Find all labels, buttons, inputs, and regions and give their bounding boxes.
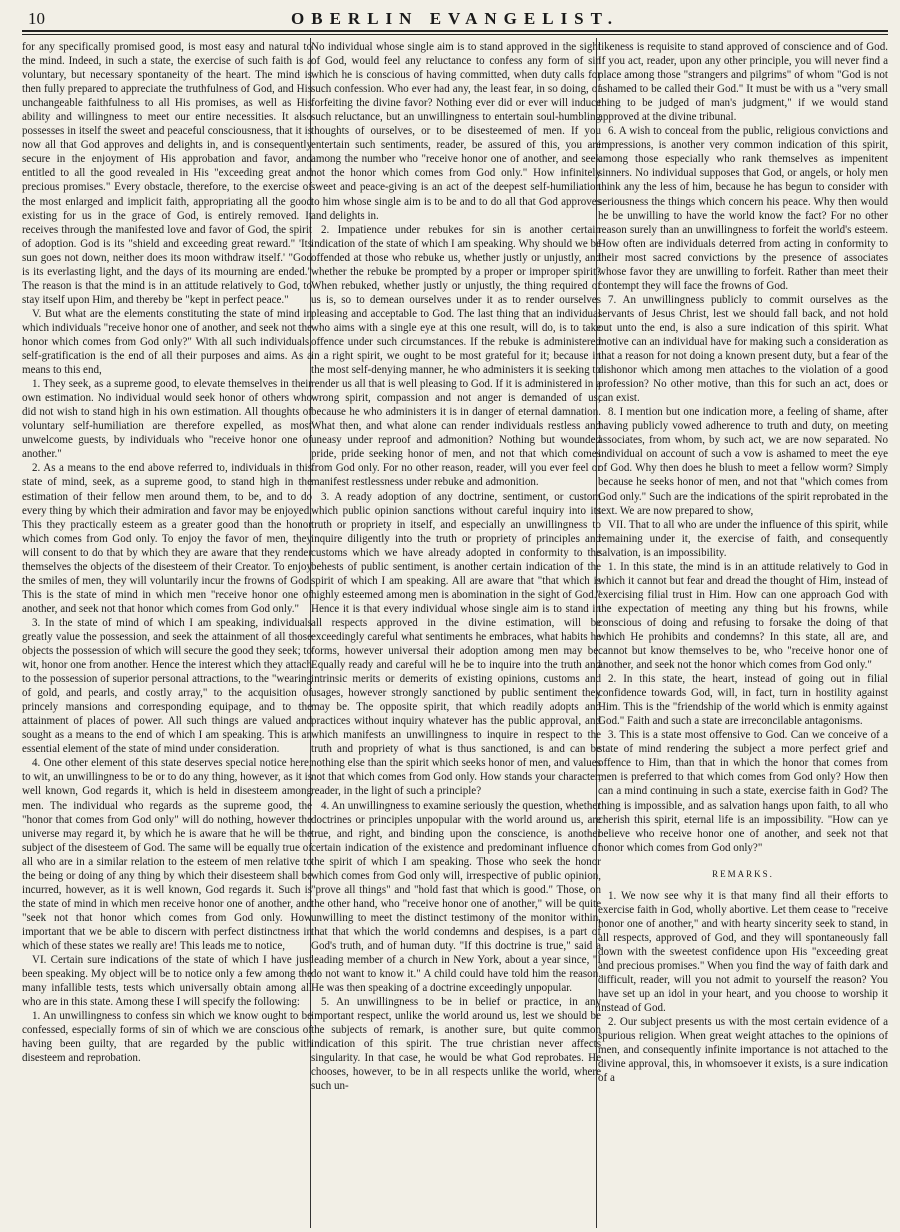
paragraph: VI. Certain sure indications of the state of which I have just been speaking. My object will be to notice only a few among the many infallible tests, tests which universally obtain among all who are in this state. Among these I will specify the following: [22, 954, 312, 1009]
page-number: 10 [28, 9, 45, 28]
remark-paragraph: 1. We now see why it is that many find all their efforts to exercise faith in God, wholly abortive. Let them cease to "receive honor one of another," and with hearty sincerity seek to stand, in all respects, approved of God, and they will spontaneously fall down with the sweetest confidence upon His "exceeding great and precious promises." When you find the way of faith dark and difficult, reader, will you not admit to yourself the reason? You have set up an idol in your heart, and you choose to worship it instead of God. [598, 889, 888, 1015]
paragraph: likeness is requisite to stand approved of conscience and of God. If you act, reader, upon any other principle, you will never find a place among those "strangers and pilgrims" of whom "God is not ashamed to be called their God." It must be with us a "very small thing to be judged of man's judgment," if we would stand approved at the divine tribunal. [598, 41, 888, 124]
header-rule-thin [22, 34, 888, 35]
paragraph: 5. An unwillingness to be in belief or practice, in any important respect, unlike the world around us, lest we should be the subjects of remark, is another sure, but quite common indication of this spirit. The true christian never affects singularity. In that case, he would be what God reprobates. He chooses, however, to be in all respects unlike the world, where such un- [311, 996, 601, 1093]
paragraph: 3. A ready adoption of any doctrine, sentiment, or custom which public opinion sanctions without careful inquiry into its truth or propriety in itself, and especially an unwillingness to inquire diligently into the truth or propriety of principles and customs which we have already adopted in conformity to the behests of public sentiment, is another certain indication of the spirit of which I am speaking. All are aware that "that which is highly esteemed among men is abomination in the sight of God." Hence it is that every individual whose single aim is to stand in all respects approved in the divine estimation, will be exceedingly careful what sentiments he embraces, what habits he forms, however universal their adoption among men may be. Equally ready and careful will he be to inquire into the truth and intrinsic merits or demerits of existing opinions, customs and usages, however strongly sanctioned by public sentiment they may be. The opposite spirit, that which readily adopts and practices without inquiry whatever has the public approval, and which manifests an unwillingness to inquire in respect to the truth and propriety of what is thus sanctioned, is and can be nothing else than the spirit which seeks honor of men, and values not that which comes from God only. How stands your character, reader, in the light of such a principle? [311, 490, 601, 798]
paragraph: 3. This is a state most offensive to God. Can we conceive of a state of mind rendering the subject a more perfect grief and offence to Him, than that in which the honor that comes from men is preferred to that which comes from God only? How then can a mind continuing in such a state, exercise faith in God? The thing is impossible, and as salvation hangs upon faith, to all who cherish this spirit, eternal life is an impossibility. "How can ye believe who receive honor one of another, and seek not that honor which comes from God only?" [598, 729, 888, 854]
paragraph: 1. They seek, as a supreme good, to elevate themselves in their own estimation. No individual would seek honor of others who did not wish to stand high in his own estimation. All thoughts of voluntary self-humiliation are therefore expelled, as most unwelcome guests, by individuals who "receive honor one of another." [22, 378, 312, 461]
column-3 [598, 40, 888, 1228]
paragraph: 4. An unwillingness to examine seriously the question, whether doctrines or principles unpopular with the world around us, are true, and right, and binding upon the conscience, is another certain indication of the existence and predominant influence of the spirit of which I am speaking. Those who seek the honor which comes from God only will, irrespective of public opinion, "prove all things" and "hold fast that which is good." Those, on the other hand, who "receive honor one of another," will be quite unwilling to meet the distinct testimony of the monitor within, that that which the world condemns and despises, is a part of God's truth, and of human duty. "If this doctrine is true," said a leading member of a church in New York, about a year since, "I do not want to know it." A child could have told him the reason. He was then speaking of a doctrine exceedingly unpopular. [311, 799, 601, 995]
paragraph: 8. I mention but one indication more, a feeling of shame, after having publicly vowed adherence to truth and duty, on meeting associates, from whom, by such act, we are now separated. No individual on account of such a vow is ashamed to meet the eye of God. Why then does he blush to meet a fellow worm? Simply because he seeks honor of men, and not that "which comes from God only." Such are the indications of the spirit reprobated in the text. We are now prepared to show, [598, 406, 888, 517]
paragraph: 3. In the state of mind of which I am speaking, individuals greatly value the possession, and seek the attainment of all those objects the possession of which will secure the good they seek; to wit, honor one from another. Hence the interest which they attach to the possession of superior personal attractions, to the "wearing of gold, and pearls, and costly array," to the acquisition of princely mansions and corresponding equipage, and to the attainment of places of power. All such things are valued and sought as a means to the end of which I am speaking. This is an essential element of the state of mind under consideration. [22, 616, 312, 756]
header-rule-thick [22, 30, 888, 32]
paragraph: 2. Impatience under rebukes for sin is another certain indication of the state of which I am speaking. Why should we be offended at those who rebuke us, whether justly or unjustly, and whether the rebuke be prompted by a proper or improper spirit? When rebuked, whether justly or unjustly, the thing required of us is, so to demean ourselves under it as to render ourselves pleasing and acceptable to God. The last thing that an individual who aims with a single eye at this one result, will do, is to take offence under such circumstances. If the rebuke is administered in a right spirit, we ought to be most grateful for it; because in the most self-denying manner, he who administers it is seeking to render us all that is well pleasing to God. If it is administered in a wrong spirit, compassion and not anger is demanded of us; because he who administers it is in danger of eternal damnation. What then, and what alone can render individuals restless and uneasy under reproof and admonition? Nothing but wounded pride, pride seeking honor of men, and not that which comes from God only. For no other reason, reader, will you ever feel or manifest restlessness under rebuke and admonition. [311, 223, 601, 489]
paragraph: VII. That to all who are under the influence of this spirit, while remaining under it, the exercise of faith, and consequently salvation, is an impossibility. [598, 518, 888, 559]
column-2 [311, 40, 601, 1228]
paragraph: V. But what are the elements constituting the state of mind in which individuals "receive honor one of another, and seek not the honor which comes from God only?" With all such individuals, self-gratification is the end of all their purposes and aims. As a means to this end, [22, 307, 312, 377]
column-1 [22, 40, 312, 1228]
paragraph: 6. A wish to conceal from the public, religious convictions and impressions, is another very common indication of this spirit, among those especially who rank themselves as impenitent sinners. No individual supposes that God, or angels, or holy men think any the less of him, because he has begun to consider with seriousness the things which concern his peace. Why then would he be unwilling to have the world know the fact? For no other reason surely than an unwillingness to forfeit the world's esteem. How often are individuals deterred from acting in conformity to their most sacred convictions by the presence of associates whose favor they are unwilling to forfeit. Rather than meet their contempt they will face the frowns of God. [598, 125, 888, 292]
paragraph: for any specifically promised good, is most easy and natural to the mind. Indeed, in such a state, the exercise of such faith is a voluntary, but necessary spontaneity of the heart. The mind is then fully prepared to appreciate the truthfulness of God, and His unchangeable faithfulness to all His promises, as well as His ability and willingness to meet our entire necessities. It also possesses in itself the sweet and peaceful consciousness, that it is now all that God approves and delights in, and is consequently secure in the enjoyment of His approbation and favor, and entitled to all the good revealed in His "exceeding great and precious promises." Every obstacle, therefore, to the exercise of the most enlarged and implicit faith, appropriating all the good existing for us in the grace of God, is entirely removed. It receives through the manifested love and favor of God, the spirit of adoption. God is its "shield and exceeding great reward." 'Its sun goes not down, neither does its moon withdraw itself.' "God is its everlasting light, and the days of its mourning are ended." The reason is that the mind is in an attitude relatively to God, to stay itself upon Him, and thereby be "kept in perfect peace." [22, 41, 312, 306]
paragraph: No individual whose single aim is to stand approved in the sight of God, would feel any reluctance to confess any form of sin which he is conscious of having committed, when duty calls for such confession. Who ever had any, the least fear, in so doing, of forfeiting the divine favor? Nothing ever did or ever will induce such reluctance, but an unwillingness to entertain soul-humbling thoughts of ourselves, or to be disesteemed of men. If you entertain such sentiments, reader, be assured of this, you are among the number who "receive honor one of another, and seek not the honor which comes from God only." How infinitely sweet and peace-giving is an act of the deepest self-humiliation to him whose single aim is to be and to do all that God approves and delights in. [311, 41, 601, 222]
paragraph: 2. In this state, the heart, instead of going out in filial confidence towards God, will, in fact, turn in hostility against Him. This is the "friendship of the world which is enmity against God." Faith and such a state are irreconcilable antagonisms. [598, 673, 888, 728]
paragraph: 2. As a means to the end above referred to, individuals in this state of mind, seek, as a supreme good, to stand high in the estimation of their fellow men around them, to be, and to do every thing by which their admiration and favor may be enjoyed. This they practically esteem as a greater good than the honor which comes from God only. To enjoy the favor of men, they will consent to do that by which they are aware that they render themselves the objects of the disesteem of their Creator. To enjoy the smiles of men, they will voluntarily incur the frowns of God. This is the state of mind in which men "receive honor one of another, and seek not that honor which comes from God only." [22, 462, 312, 615]
paragraph: 1. In this state, the mind is in an attitude relatively to God in which it cannot but fear and dread the thought of Him, instead of exercising filial trust in Him. How can one approach God with the expectation of meeting any thing but his frowns, while conscious of doing and refusing to forsake the doing of that which He prohibits and condemns? In this state, all are, and cannot but know themselves to be, who "receive honor one of another, and seek not the honor which comes from God only." [598, 560, 888, 672]
remark-paragraph: 2. Our subject presents us with the most certain evidence of a spurious religion. When great weight attaches to the opinions of men, and consequently infinite importance is not attached to the divine approval, this, in whomsoever it exists, is a sure indication of a [598, 1016, 888, 1085]
remarks-heading: REMARKS. [712, 868, 774, 879]
paragraph: 1. An unwillingness to confess sin which we know ought to be confessed, especially forms of sin of which we are conscious of having been guilty, that are regarded by the public with disesteem and reprobation. [22, 1010, 312, 1065]
paragraph: 4. One other element of this state deserves special notice here; to wit, an unwillingness to be or to do any thing, however, as it is well known, God regards it, which is held in disesteem among men. The individual who regards as the supreme good, the "honor that comes from God only" will do nothing, however the universe may regard it, by which he is aware that he will be the subject of the disesteem of God. The same will be equally true of all who are in a similar relation to the esteem of men relative to the being or doing of any thing by which their disesteem shall be incurred, however, as it is well known, God regards it. Such is the state of mind in which men receive honor one of another, and "seek not that honor which comes from God only. How important that we be able to discern with perfect distinctness in which of these states we really are! This leads me to notice, [22, 757, 312, 952]
masthead-title: OBERLIN EVANGELIST. [291, 9, 619, 28]
paragraph: 7. An unwillingness publicly to commit ourselves as the servants of Jesus Christ, lest we should fall back, and not hold out unto the end, is also a sure indication of this spirit. What motive can an individual have for making such a consideration as that a reason for not doing a known present duty, but a fear of the dishonor which among men attaches to the violation of a good profession? No other motive, than this for such an act, does or can exist. [598, 293, 888, 405]
page-header [22, 10, 888, 28]
